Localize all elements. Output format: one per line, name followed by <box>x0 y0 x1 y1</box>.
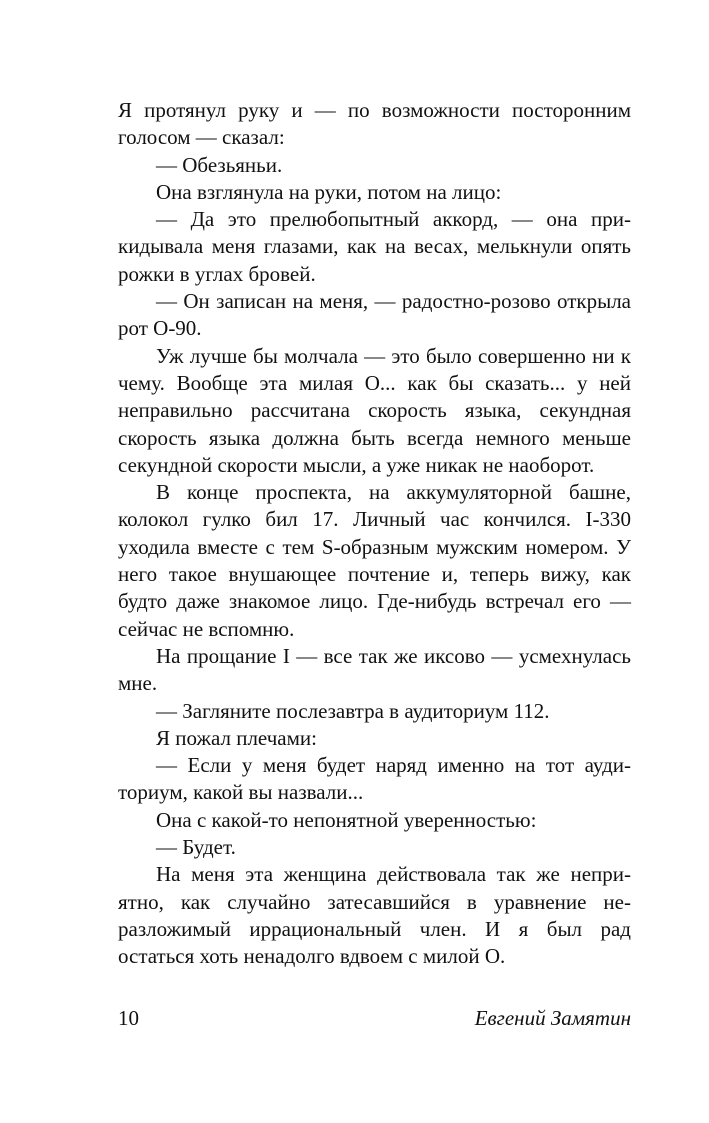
body-text <box>118 97 631 971</box>
page-number: 10 <box>118 1006 139 1030</box>
paragraph: На прощание I — все так же иксово — усмехнулась мне. <box>118 643 631 696</box>
paragraph: Я пожал плечами: <box>156 725 317 750</box>
paragraph: Я протянул руку и — по возможности посторонним голосом — сказал: <box>118 98 631 150</box>
paragraph: — Загляните послезавтра в аудиториум 112. <box>156 698 550 723</box>
running-footer-author: Евгений Замятин <box>474 1006 631 1030</box>
paragraph: На меня эта женщина действовала так же неприятно, как случайно затесавшийся в уравнение неразложимый иррациональный член. И я был рад остаться хоть ненадолго вдвоем с милой О. <box>118 862 631 969</box>
paragraph: — Да это прелюбопытный аккорд, — она прикидывала меня глазами, как на весах, мелькнули опять рожки в углах бровей. <box>118 207 631 286</box>
paragraph: В конце проспекта, на аккумуляторной башне, колокол гулко бил 17. Личный час кончился. I-330 уходила вместе с тем S-образным мужским номером. У него такое внушающее почтение и, теперь вижу, как будто даже знакомое лицо. Где-нибудь встречал его — сейчас не вспомню. <box>118 480 631 641</box>
paragraph: — Если у меня будет наряд именно на тот аудиториум, какой вы назвали... <box>118 753 631 805</box>
paragraph: — Будет. <box>156 835 236 860</box>
paragraph: Она взглянула на руки, потом на лицо: <box>156 179 502 204</box>
page-footer <box>118 1004 631 1034</box>
paragraph: — Он записан на меня, — радостно-розово открыла рот О-90. <box>118 289 631 341</box>
paragraph: Уж лучше бы молчала — это было совершенно ни к чему. Вообще эта милая О... как бы сказать... у ней неправильно рассчитана скорость языка, секундная скорость языка должна быть всегда немного меньше секундной скорости мысли, а уже никак не наоборот. <box>118 343 631 477</box>
paragraph: Она с какой-то непонятной уверенностью: <box>156 807 537 832</box>
paragraph: — Обезьяньи. <box>156 152 283 177</box>
